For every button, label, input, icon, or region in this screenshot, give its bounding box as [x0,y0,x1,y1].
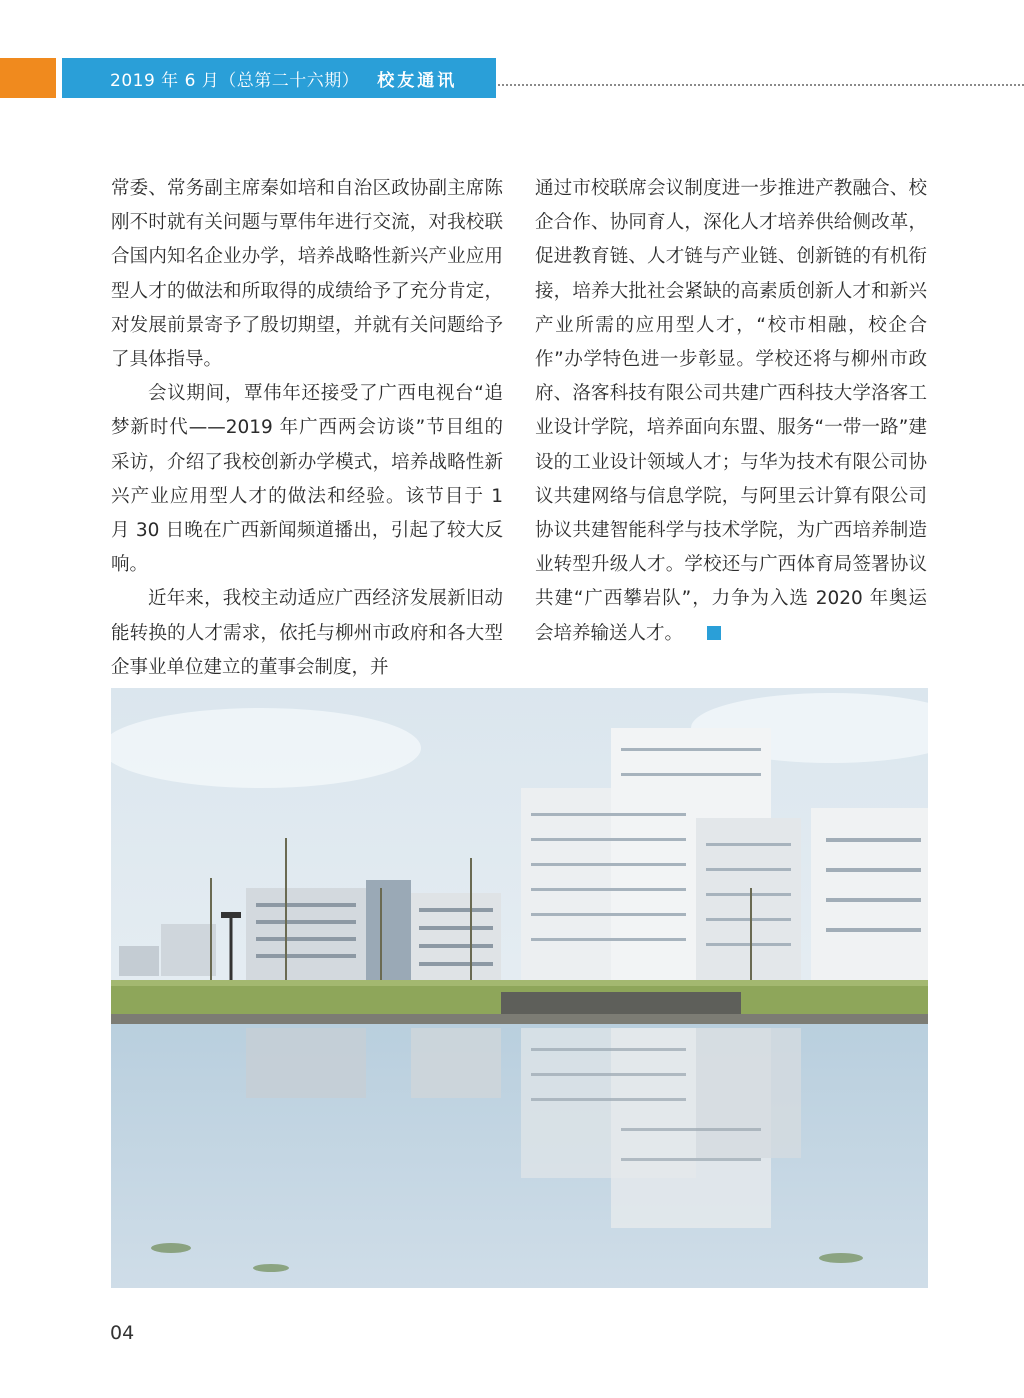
header-orange-tab [0,58,56,98]
paragraph: 常委、常务副主席秦如培和自治区政协副主席陈刚不时就有关问题与覃伟年进行交流，对我校联合国内知名企业办学，培养战略性新兴产业应用型人才的做法和所取得的成绩给予了充分肯定，对发展前景寄予了殷切期望，并就有关问题给予了具体指导。 [111,178,503,371]
header-bar [62,58,496,98]
page-number: 04 [110,1322,135,1344]
issue-label: 2019 年 6 月（总第二十六期） [110,70,360,91]
paragraph: 会议期间，覃伟年还接受了广西电视台“追梦新时代——2019 年广西两会访谈”节目组的采访，介绍了我校创新办学模式，培养战略性新兴产业应用型人才的做法和经验。该节目于 1 月 30 日晚在广西新闻频道播出，引起了较大反响。 [111,383,503,576]
article-column-left [111,172,503,685]
paragraph-text: 通过市校联席会议制度进一步推进产教融合、校企合作、协同育人，深化人才培养供给侧改革，促进教育链、人才链与产业链、创新链的有机衔接，培养大批社会紧缺的高素质创新人才和新兴产业所需的应用型人才，“校市相融，校企合作”办学特色进一步彰显。学校还将与柳州市政府、洛客科技有限公司共建广西科技大学洛客工业设计学院，培养面向东盟、服务“一带一路”建设的工业设计领域人才；与华为技术有限公司协议共建网络与信息学院，与阿里云计算有限公司协议共建智能科学与技术学院，为广西培养制造业转型升级人才。学校还与广西体育局签署协议共建“广西攀岩队”，力争为入选 2020 年奥运会培养输送人才。 [535,178,927,644]
end-of-article-mark [707,626,721,640]
paragraph: 近年来，我校主动适应广西经济发展新旧动能转换的人才需求，依托与柳州市政府和各大型企事业单位建立的董事会制度，并 [111,588,503,678]
publication-title: 校友通讯 [377,70,458,91]
header-dotted-rule [498,84,1024,86]
campus-photo [111,688,928,1288]
article-column-right [535,172,927,651]
paragraph [535,172,927,651]
